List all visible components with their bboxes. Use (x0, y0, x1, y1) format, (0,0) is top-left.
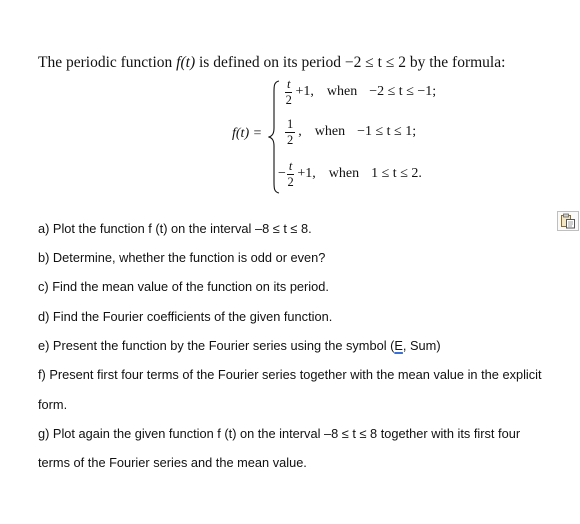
case-condition: −1 ≤ t ≤ 1; (357, 124, 417, 139)
case-fraction (287, 160, 294, 188)
paste-icon (560, 213, 576, 229)
formula-lhs: f(t) = (232, 126, 263, 141)
case-fraction (285, 78, 292, 106)
case-condition: −2 ≤ t ≤ −1; (369, 84, 437, 99)
question-g-line-1: g) Plot again the given function f (t) on the interval –8 ≤ t ≤ 8 together with its first four (38, 426, 521, 441)
intro-post: is defined on its period −2 ≤ t ≤ 2 by the formula: (195, 54, 506, 71)
case-tail: +1, (295, 84, 314, 99)
case-tail: , (298, 124, 302, 139)
fraction-denominator: 2 (285, 92, 292, 107)
formula-case-3 (278, 160, 422, 188)
paste-options-button[interactable] (557, 211, 579, 231)
intro-function: f(t) (176, 54, 196, 71)
case-fraction (285, 118, 295, 146)
formula-case-2 (284, 118, 416, 146)
intro-pre: The periodic function (38, 54, 177, 71)
question-e-symbol: E (394, 338, 403, 353)
question-b: b) Determine, whether the function is odd or even? (38, 250, 326, 265)
case-condition: 1 ≤ t ≤ 2. (371, 166, 422, 181)
fraction-numerator: t (288, 159, 293, 173)
fraction-denominator: 2 (287, 132, 294, 147)
case-when: when (314, 124, 346, 139)
case-when: when (328, 166, 360, 181)
question-e (38, 338, 441, 353)
case-when: when (326, 84, 358, 99)
question-e-post: , Sum) (402, 338, 441, 353)
question-c: c) Find the mean value of the function on its period. (38, 279, 329, 294)
problem-intro (38, 54, 505, 72)
piecewise-formula (232, 78, 472, 196)
question-f-line-1: f) Present first four terms of the Fourier series together with the mean value in the explicit (38, 367, 542, 382)
question-a: a) Plot the function f (t) on the interval –8 ≤ t ≤ 8. (38, 221, 312, 236)
question-e-pre: e) Present the function by the Fourier series using the symbol ( (38, 338, 395, 353)
question-d: d) Find the Fourier coefficients of the given function. (38, 309, 333, 324)
question-g-line-2: terms of the Fourier series and the mean value. (38, 455, 307, 470)
fraction-numerator: 1 (287, 117, 294, 131)
question-f-line-2: form. (38, 397, 68, 412)
case-tail: +1, (297, 166, 316, 181)
formula-case-1 (284, 78, 436, 106)
case-sign: − (278, 166, 286, 181)
fraction-denominator: 2 (287, 174, 294, 189)
fraction-numerator: t (287, 77, 291, 91)
